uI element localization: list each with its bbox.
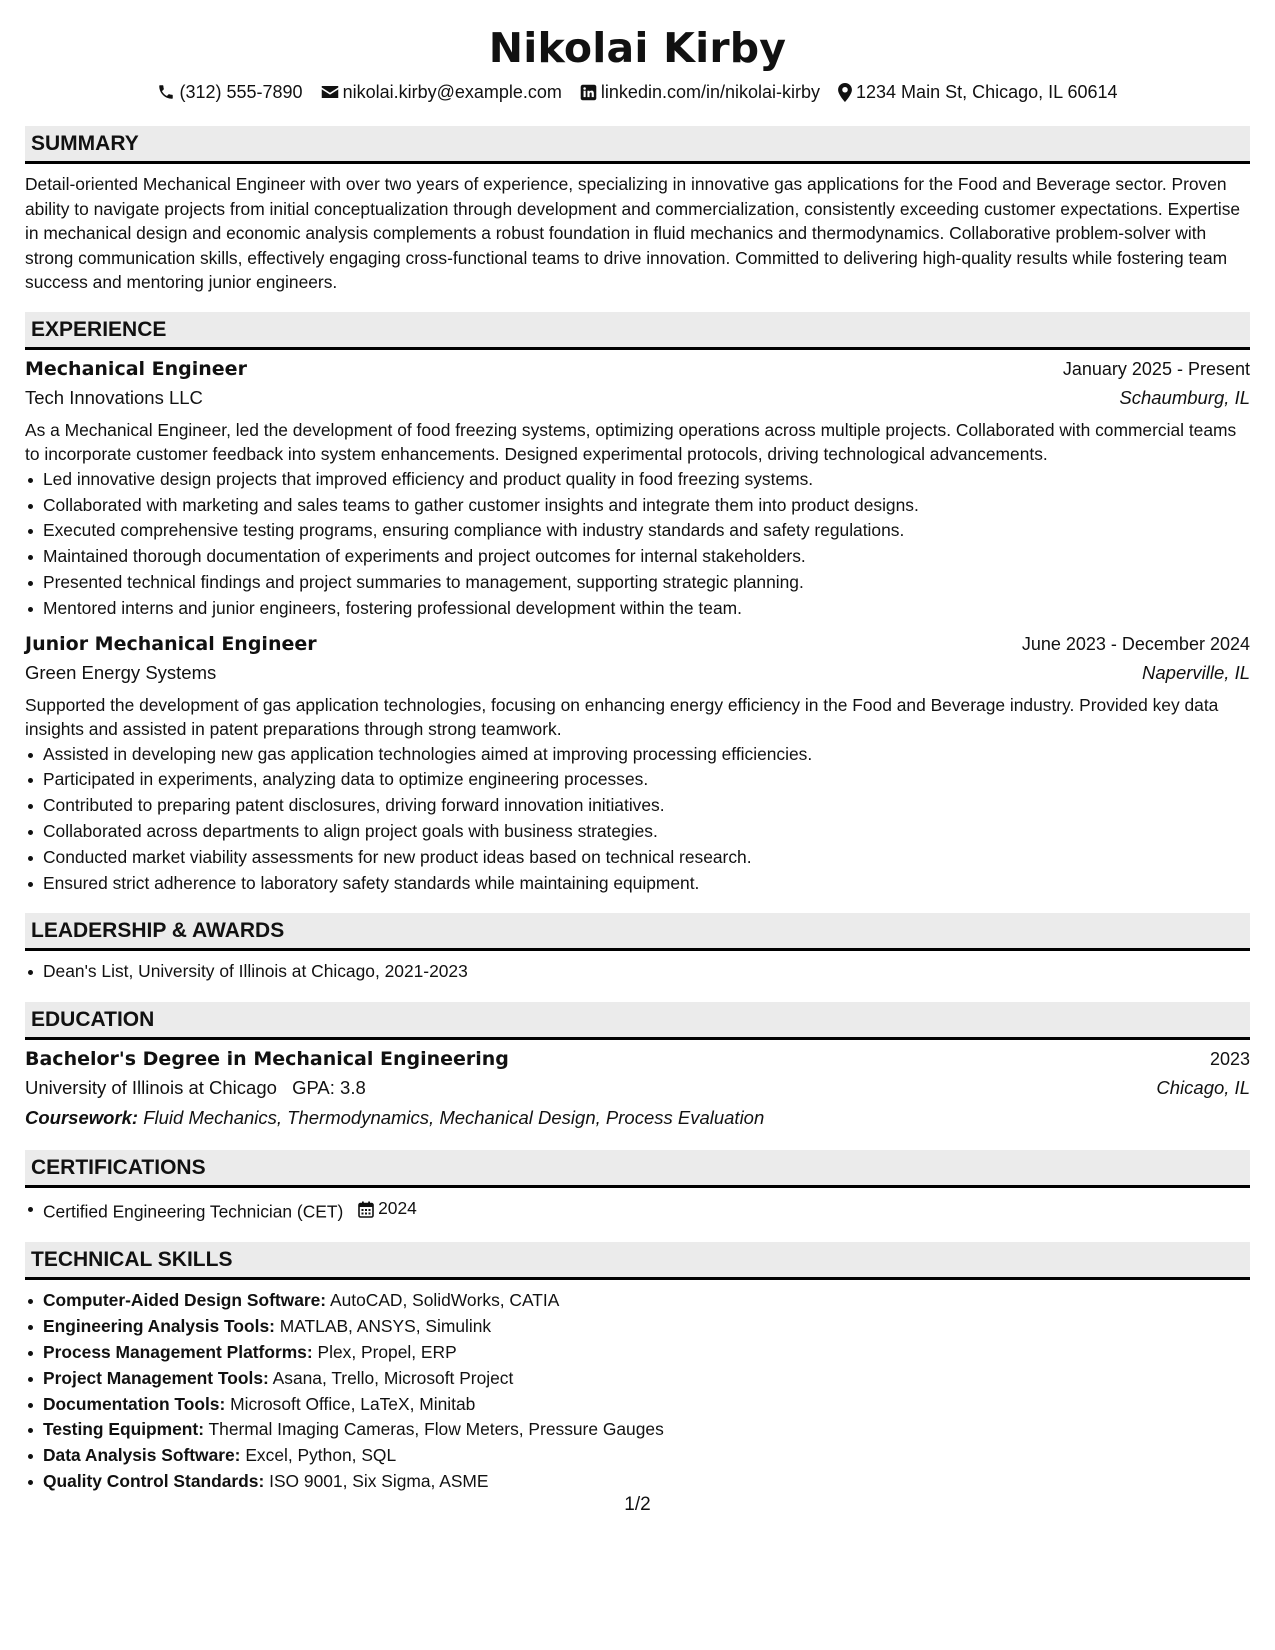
- contact-address: [838, 80, 1118, 104]
- list-item: Maintained thorough documentation of experiments and project outcomes for internal stakeholders.: [25, 544, 1250, 570]
- contact-phone[interactable]: [157, 80, 302, 104]
- cert-name: Certified Engineering Technician (CET): [43, 1201, 344, 1222]
- job-title: Junior Mechanical Engineer: [25, 632, 317, 655]
- skill-label: Quality Control Standards:: [43, 1470, 265, 1491]
- section-heading: SUMMARY: [25, 126, 1250, 164]
- certifications-list: [25, 1196, 1250, 1225]
- graduation-year: 2023: [1209, 1049, 1250, 1070]
- list-item: Executed comprehensive testing programs, ensuring compliance with industry standards and safety regulations.: [25, 518, 1250, 544]
- coursework-list: Fluid Mechanics, Thermodynamics, Mechanical Design, Process Evaluation: [143, 1107, 765, 1129]
- list-item: [25, 1443, 1250, 1469]
- list-item: [25, 1196, 1250, 1225]
- experience-section: [25, 312, 1250, 897]
- job-dates: January 2025 - Present: [1062, 358, 1250, 379]
- skill-value: Plex, Propel, ERP: [317, 1341, 457, 1362]
- summary-text: Detail-oriented Mechanical Engineer with over two years of experience, specializing in innovative gas applications for the Food and Beverage sector. Proven ability to navigate projects from initial conceptualization through development and commercialization, consistently exceeding customer expectations. Expertise in mechanical design and economic analysis complements a robust foundation in fluid mechanics and thermodynamics. Collaborative problem-solver with strong communication skills, effectively engaging cross-functional teams to drive innovation. Committed to delivering high-quality results while fostering team success and mentoring junior engineers.: [25, 174, 1241, 293]
- list-item: Mentored interns and junior engineers, fostering professional development within the team.: [25, 596, 1250, 622]
- school-location: Chicago, IL: [1156, 1077, 1250, 1099]
- section-heading: CERTIFICATIONS: [25, 1150, 1250, 1188]
- list-item: Presented technical findings and project summaries to management, supporting strategic planning.: [25, 570, 1250, 596]
- skill-value: ISO 9001, Six Sigma, ASME: [269, 1470, 489, 1491]
- linkedin-icon: [580, 84, 597, 101]
- awards-section: [25, 913, 1250, 985]
- job-bullets: [25, 467, 1250, 622]
- calendar-icon: [358, 1201, 374, 1218]
- section-heading: LEADERSHIP & AWARDS: [25, 913, 1250, 951]
- job-bullets: [25, 742, 1250, 897]
- list-item: Led innovative design projects that improved efficiency and product quality in food freezing systems.: [25, 467, 1250, 493]
- job-entry: [25, 630, 1250, 897]
- job-entry: [25, 355, 1250, 622]
- certifications-section: [25, 1150, 1250, 1225]
- linkedin-text: linkedin.com/in/nikolai-kirby: [600, 82, 821, 102]
- company-name: Green Energy Systems: [25, 661, 217, 683]
- skill-value: Excel, Python, SQL: [245, 1445, 397, 1466]
- job-location: Naperville, IL: [1142, 661, 1250, 683]
- skill-label: Process Management Platforms:: [43, 1341, 313, 1362]
- skill-label: Engineering Analysis Tools:: [43, 1316, 275, 1337]
- education-section: [25, 1002, 1250, 1133]
- skill-label: Testing Equipment:: [43, 1419, 205, 1440]
- list-item: [25, 1288, 1250, 1314]
- cert-year: 2024: [378, 1198, 417, 1219]
- page-number: 1/2: [624, 1494, 651, 1515]
- list-item: [25, 1392, 1250, 1418]
- phone-icon: [157, 83, 175, 101]
- company-name: Tech Innovations LLC: [25, 386, 203, 408]
- school-name: University of Illinois at Chicago: [25, 1077, 277, 1099]
- section-heading: EDUCATION: [25, 1002, 1250, 1040]
- list-item: Ensured strict adherence to laboratory safety standards while maintaining equipment.: [25, 871, 1250, 897]
- skill-value: Thermal Imaging Cameras, Flow Meters, Pressure Gauges: [208, 1419, 664, 1440]
- list-item: Conducted market viability assessments for new product ideas based on technical research.: [25, 845, 1250, 871]
- list-item: [25, 1314, 1250, 1340]
- list-item: Assisted in developing new gas application technologies aimed at improving processing efficiencies.: [25, 742, 1250, 768]
- phone-text: (312) 555-7890: [179, 82, 303, 102]
- list-item: Participated in experiments, analyzing data to optimize engineering processes.: [25, 767, 1250, 793]
- skill-value: Microsoft Office, LaTeX, Minitab: [230, 1393, 476, 1414]
- contact-bar: [25, 80, 1250, 104]
- contact-linkedin[interactable]: [580, 80, 820, 104]
- section-heading: EXPERIENCE: [25, 312, 1250, 350]
- job-title: Mechanical Engineer: [25, 357, 247, 380]
- skill-label: Documentation Tools:: [43, 1393, 226, 1414]
- summary-section: [25, 126, 1250, 295]
- skill-label: Computer-Aided Design Software:: [43, 1290, 327, 1311]
- email-text: nikolai.kirby@example.com: [342, 82, 562, 102]
- job-description: As a Mechanical Engineer, led the development of food freezing systems, optimizing operations across multiple projects. Collaborated with commercial teams to incorporate customer feedback into system enhancements. Designed experimental protocols, driving technological advancements.: [25, 419, 1237, 465]
- list-item: [25, 1366, 1250, 1392]
- coursework-label: Coursework:: [25, 1107, 139, 1129]
- skill-value: AutoCAD, SolidWorks, CATIA: [329, 1290, 560, 1311]
- candidate-name: Nikolai Kirby: [488, 24, 787, 72]
- job-description: Supported the development of gas application technologies, focusing on enhancing energy efficiency in the Food and Beverage industry. Provided key data insights and assisted in patent preparations through strong teamwork.: [25, 694, 1219, 740]
- job-location: Schaumburg, IL: [1119, 386, 1250, 408]
- section-heading: TECHNICAL SKILLS: [25, 1242, 1250, 1280]
- gpa: GPA: 3.8: [292, 1077, 366, 1099]
- job-dates: June 2023 - December 2024: [1021, 633, 1250, 654]
- list-item: [25, 1469, 1250, 1495]
- address-text: 1234 Main St, Chicago, IL 60614: [856, 82, 1118, 102]
- list-item: Collaborated with marketing and sales teams to gather customer insights and integrate them into product designs.: [25, 493, 1250, 519]
- skill-label: Project Management Tools:: [43, 1367, 269, 1388]
- contact-email[interactable]: [321, 80, 562, 104]
- list-item: Contributed to preparing patent disclosures, driving forward innovation initiatives.: [25, 793, 1250, 819]
- skill-label: Data Analysis Software:: [43, 1445, 241, 1466]
- list-item: [25, 1340, 1250, 1366]
- map-pin-icon: [838, 83, 852, 102]
- skill-value: Asana, Trello, Microsoft Project: [272, 1367, 514, 1388]
- skills-section: [25, 1242, 1250, 1494]
- list-item: Collaborated across departments to align project goals with business strategies.: [25, 819, 1250, 845]
- skill-value: MATLAB, ANSYS, Simulink: [279, 1316, 492, 1337]
- awards-list: [25, 959, 1250, 985]
- coursework: [25, 1103, 1250, 1133]
- degree-title: Bachelor's Degree in Mechanical Engineering: [25, 1048, 509, 1071]
- envelope-icon: [321, 85, 339, 99]
- list-item: [25, 1417, 1250, 1443]
- skills-list: [25, 1288, 1250, 1494]
- list-item: Dean's List, University of Illinois at Chicago, 2021-2023: [25, 959, 1250, 985]
